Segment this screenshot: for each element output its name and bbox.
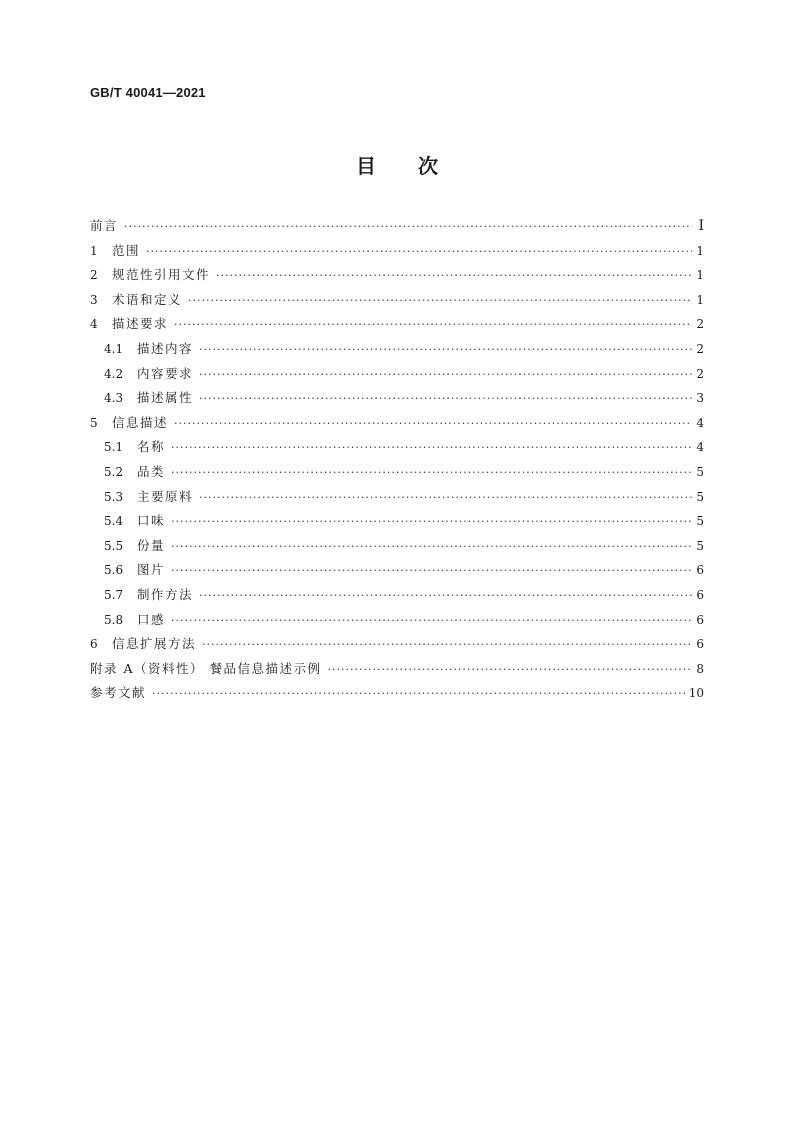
toc-entry-page: 8	[696, 661, 704, 676]
toc-entry-label: 份量	[137, 537, 166, 553]
toc-entry-number: 4.1	[104, 341, 124, 356]
toc-title-part1: 目	[356, 154, 376, 178]
toc-entry-number: 3	[90, 292, 98, 307]
toc-entry-number: 5.1	[104, 440, 124, 455]
toc-entry-5-4[interactable]	[90, 509, 704, 534]
toc-leader-dots	[171, 559, 692, 584]
toc-entry-number: 5.8	[104, 612, 124, 627]
toc-entry-5-5[interactable]	[90, 534, 704, 559]
toc-leader-dots	[174, 313, 692, 338]
toc-entry-label: 制作方法	[137, 586, 194, 602]
toc-entry-appendix-a[interactable]	[90, 657, 704, 682]
toc-entry-4[interactable]	[90, 312, 704, 337]
toc-entry-page: 6	[696, 563, 704, 578]
toc-entry-5[interactable]	[90, 411, 704, 436]
toc-entry-label: 内容要求	[137, 365, 194, 381]
toc-leader-dots	[171, 609, 692, 634]
standard-code: GB/T 40041—2021	[90, 85, 206, 100]
toc-entry-1[interactable]	[90, 239, 704, 264]
toc-entry-page: 1	[696, 292, 704, 307]
toc-entry-page: 1	[696, 268, 704, 283]
toc-entry-page: 5	[696, 464, 704, 479]
toc-entry-label: 信息描述	[112, 414, 169, 430]
toc-leader-dots	[171, 461, 692, 486]
toc-entry-4-2[interactable]	[90, 362, 704, 387]
toc-entry-number: 4.2	[104, 366, 124, 381]
toc-entry-number: 5.4	[104, 514, 124, 529]
toc-entry-page: 5	[696, 489, 704, 504]
toc-entry-label: 主要原料	[137, 488, 194, 504]
toc-entry-label: 规范性引用文件	[112, 267, 211, 283]
toc-entry-2[interactable]	[90, 263, 704, 288]
toc-leader-dots	[327, 658, 692, 683]
toc-title-part2: 次	[418, 154, 438, 178]
toc-entry-4-1[interactable]	[90, 337, 704, 362]
toc-leader-dots	[199, 486, 692, 511]
toc-entry-4-3[interactable]	[90, 386, 704, 411]
toc-leader-dots	[171, 510, 692, 535]
toc-title	[0, 150, 794, 179]
toc-leader-dots	[199, 387, 692, 412]
toc-entry-number: 5.7	[104, 587, 124, 602]
toc-leader-dots	[199, 584, 692, 609]
toc-entry-page: 4	[696, 440, 704, 455]
toc-entry-label: 图片	[137, 562, 166, 578]
toc-leader-dots	[199, 363, 692, 388]
toc-entry-page: 2	[696, 341, 704, 356]
toc-entry-label: 参考文献	[90, 685, 147, 701]
toc-entry-page: 2	[696, 317, 704, 332]
toc-entry-references[interactable]	[90, 681, 704, 706]
toc-entry-label: 前言	[90, 218, 119, 233]
toc-entry-5-1[interactable]	[90, 435, 704, 460]
toc-entry-page: 3	[696, 391, 704, 406]
toc-entry-page: 2	[696, 366, 704, 381]
toc-leader-dots	[188, 289, 692, 314]
toc-entry-label: 名称	[137, 439, 166, 455]
toc-leader-dots	[124, 215, 692, 240]
toc-list	[90, 214, 704, 706]
toc-entry-number: 4	[90, 317, 98, 332]
toc-entry-label: 术语和定义	[112, 291, 183, 307]
toc-entry-3[interactable]	[90, 288, 704, 313]
toc-entry-page: 5	[696, 538, 704, 553]
toc-entry-page: 1	[696, 243, 704, 258]
toc-entry-page: 6	[696, 612, 704, 627]
toc-entry-label: 口味	[137, 513, 166, 529]
toc-entry-page: 5	[696, 514, 704, 529]
toc-entry-number: 4.3	[104, 391, 124, 406]
toc-entry-number: 5.6	[104, 563, 124, 578]
toc-entry-6[interactable]	[90, 632, 704, 657]
toc-entry-number: 5.5	[104, 538, 124, 553]
toc-leader-dots	[171, 535, 692, 560]
toc-entry-5-2[interactable]	[90, 460, 704, 485]
toc-entry-5-7[interactable]	[90, 583, 704, 608]
toc-entry-label: 范围	[112, 242, 141, 258]
toc-entry-label: 信息扩展方法	[112, 636, 197, 652]
toc-leader-dots	[174, 412, 692, 437]
toc-entry-number: 5.3	[104, 489, 124, 504]
toc-entry-page: 4	[696, 415, 704, 430]
toc-entry-5-3[interactable]	[90, 485, 704, 510]
toc-leader-dots	[216, 264, 692, 289]
toc-entry-page: 6	[696, 637, 704, 652]
toc-entry-foreword[interactable]	[90, 214, 704, 239]
toc-entry-5-6[interactable]	[90, 558, 704, 583]
toc-entry-label: 描述内容	[137, 340, 194, 356]
toc-entry-number: 1	[90, 243, 98, 258]
toc-entry-5-8[interactable]	[90, 608, 704, 633]
toc-entry-label: 附录 A（资料性） 餐品信息描述示例	[90, 660, 322, 676]
toc-entry-label: 口感	[137, 611, 166, 627]
toc-entry-page: 10	[688, 686, 704, 701]
toc-entry-label: 品类	[137, 463, 166, 479]
toc-entry-number: 5	[90, 415, 98, 430]
toc-leader-dots	[152, 682, 685, 707]
toc-entry-number: 5.2	[104, 464, 124, 479]
toc-leader-dots	[202, 633, 692, 658]
toc-entry-number: 2	[90, 268, 98, 283]
toc-leader-dots	[199, 338, 692, 363]
toc-entry-number: 6	[90, 637, 98, 652]
toc-entry-page: 6	[696, 587, 704, 602]
toc-entry-label: 描述属性	[137, 390, 194, 406]
toc-leader-dots	[171, 436, 692, 461]
toc-entry-label: 描述要求	[112, 316, 169, 332]
toc-leader-dots	[146, 240, 692, 265]
toc-entry-page: I	[698, 218, 704, 234]
